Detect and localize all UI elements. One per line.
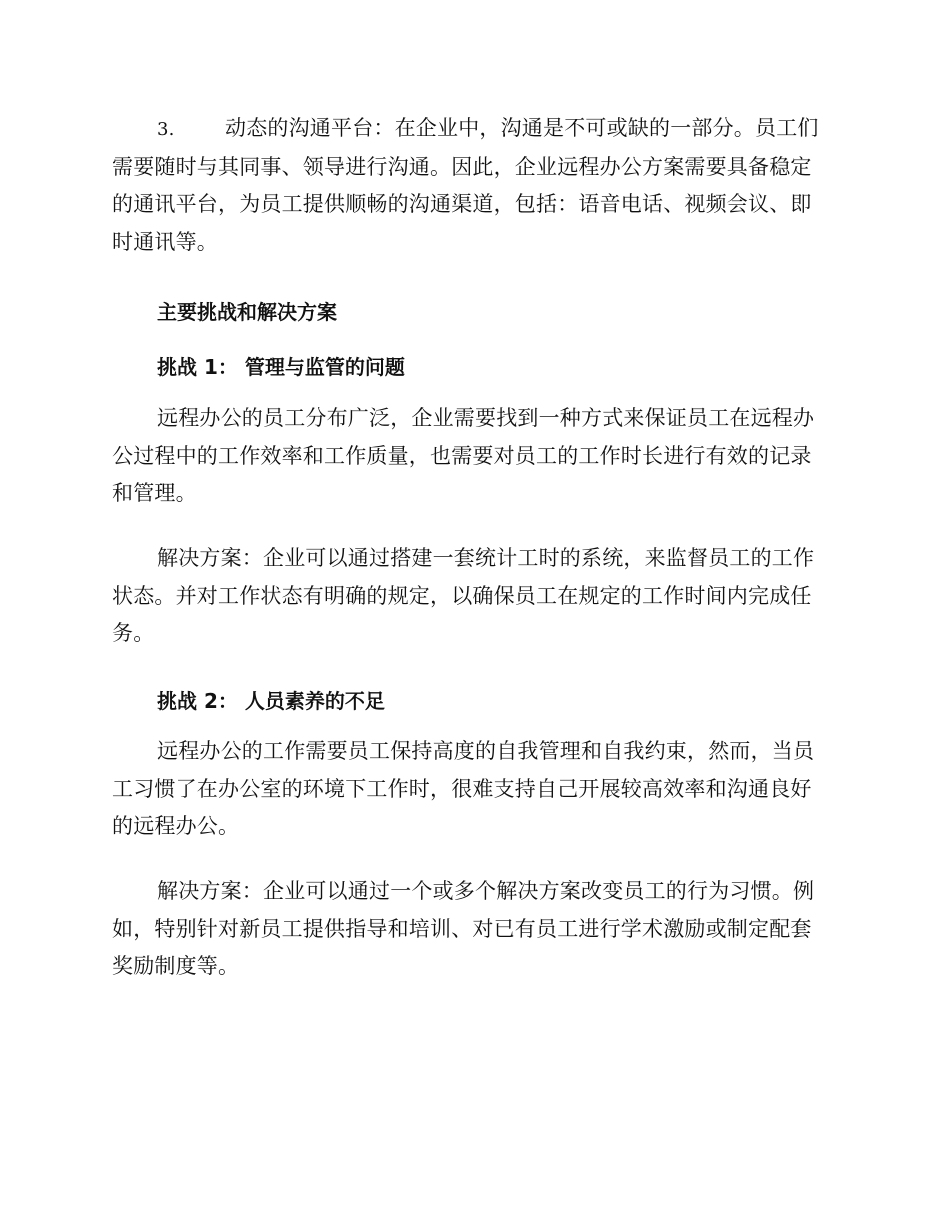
paragraph-line: 解决方案：企业可以通过一个或多个解决方案改变员工的行为习惯。例 xyxy=(157,879,815,903)
paragraph-line: 奖励制度等。 xyxy=(112,954,240,978)
paragraph-line: 远程办公的工作需要员工保持高度的自我管理和自我约束，然而，当员 xyxy=(157,739,815,763)
item-3-first-line xyxy=(112,110,832,149)
paragraph-line: 的远程办公。 xyxy=(112,814,240,838)
item-number: 3. xyxy=(157,119,175,140)
item-3-paragraph xyxy=(112,110,832,261)
paragraph-line: 务。 xyxy=(112,621,155,645)
challenge-2-solution xyxy=(112,873,832,986)
challenge-2-heading: 挑战 2： 人员素养的不足 xyxy=(157,689,385,713)
paragraph-line: 状态。并对工作状态有明确的规定，以确保员工在规定的工作时间内完成任 xyxy=(112,583,812,608)
paragraph-line: 和管理。 xyxy=(112,481,197,505)
challenge-2-description xyxy=(112,733,832,846)
challenge-1-description xyxy=(112,400,832,513)
paragraph-line: 需要随时与其同事、领导进行沟通。因此，企业远程办公方案需要具备稳定 xyxy=(112,154,812,179)
paragraph-line: 远程办公的员工分布广泛，企业需要找到一种方式来保证员工在远程办 xyxy=(157,406,815,430)
paragraph-line: 解决方案：企业可以通过搭建一套统计工时的系统，来监督员工的工作 xyxy=(157,546,815,570)
paragraph-line: 的通讯平台，为员工提供顺畅的沟通渠道，包括：语音电话、视频会议、即 xyxy=(112,192,812,216)
paragraph-line: 工习惯了在办公室的环境下工作时，很难支持自己开展较高效率和沟通良好 xyxy=(112,776,812,801)
paragraph-line: 动态的沟通平台：在企业中，沟通是不可或缺的一部分。员工们 xyxy=(225,116,819,140)
challenge-1-solution xyxy=(112,540,832,653)
paragraph-line: 公过程中的工作效率和工作质量，也需要对员工的工作时长进行有效的记录 xyxy=(112,443,812,468)
challenge-1-heading: 挑战 1： 管理与监管的问题 xyxy=(157,355,405,379)
section-heading: 主要挑战和解决方案 xyxy=(157,300,337,324)
paragraph-line: 如，特别针对新员工提供指导和培训、对已有员工进行学术激励或制定配套 xyxy=(112,916,812,941)
paragraph-line: 时通讯等。 xyxy=(112,229,218,254)
